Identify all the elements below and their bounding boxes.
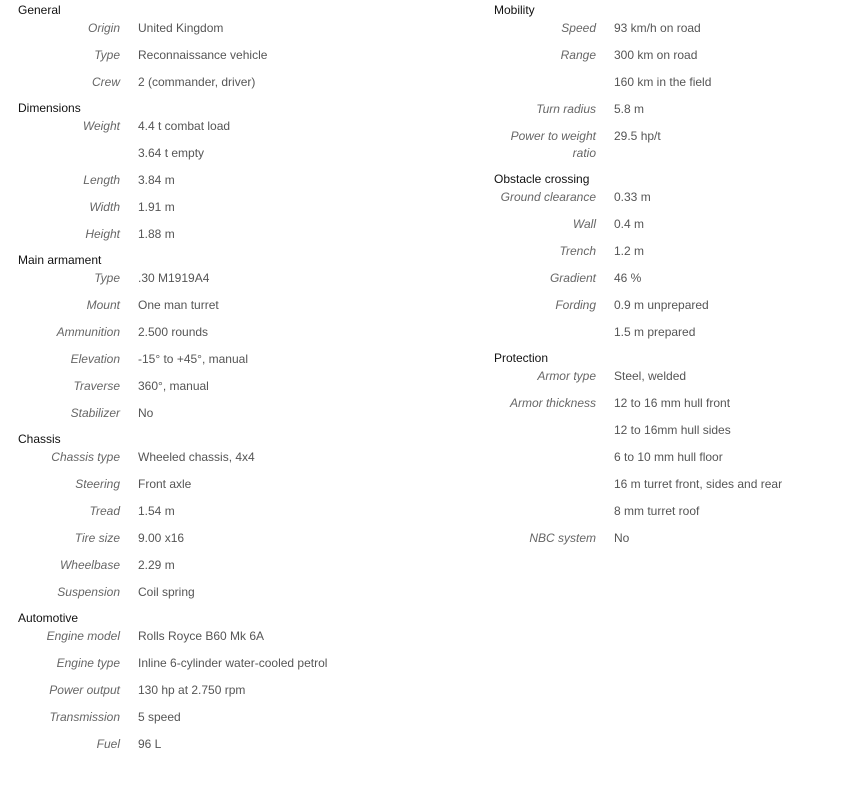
spec-value-armor-thickness-2: 12 to 16mm hull sides	[614, 423, 731, 437]
spec-label-transmission: Transmission	[49, 710, 120, 724]
spec-value-range-1: 300 km on road	[614, 48, 698, 62]
section-title-chassis: Chassis	[18, 432, 61, 446]
spec-label-type: Type	[94, 271, 120, 285]
spec-value-steering: Front axle	[138, 477, 192, 491]
spec-label-engine-type: Engine type	[56, 656, 120, 670]
spec-value-type: .30 M1919A4	[138, 271, 210, 285]
spec-value-armor-thickness-5: 8 mm turret roof	[614, 504, 700, 518]
spec-value-wall: 0.4 m	[614, 217, 645, 231]
spec-value-armor-thickness-4: 16 m turret front, sides and rear	[614, 477, 783, 491]
spec-value-nbc-system: No	[614, 531, 630, 545]
spec-value-power-to-weight-ratio: 29.5 hp/t	[614, 129, 661, 143]
spec-label-tread: Tread	[89, 504, 120, 518]
spec-value-type: Reconnaissance vehicle	[138, 48, 268, 62]
spec-label-armor-type: Armor type	[537, 369, 596, 383]
spec-value-mount: One man turret	[138, 298, 219, 312]
spec-value-elevation: -15° to +45°, manual	[138, 352, 248, 366]
spec-value-suspension: Coil spring	[138, 585, 195, 599]
spec-value-fording-2: 1.5 m prepared	[614, 325, 696, 339]
spec-value-engine-model: Rolls Royce B60 Mk 6A	[138, 629, 265, 643]
spec-label-crew: Crew	[91, 75, 120, 89]
spec-value-speed: 93 km/h on road	[614, 21, 701, 35]
spec-value-traverse: 360°, manual	[138, 379, 209, 393]
spec-value-origin: United Kingdom	[138, 21, 224, 35]
spec-label-type: Type	[94, 48, 120, 62]
spec-value-weight-2: 3.64 t empty	[138, 146, 205, 160]
spec-label-chassis-type: Chassis type	[51, 450, 120, 464]
spec-value-fuel: 96 L	[138, 737, 162, 751]
spec-label-weight: Weight	[82, 119, 120, 133]
spec-value-length: 3.84 m	[138, 173, 175, 187]
spec-value-armor-thickness-3: 6 to 10 mm hull floor	[614, 450, 723, 464]
spec-value-armor-thickness-1: 12 to 16 mm hull front	[614, 396, 731, 410]
section-title-dimensions: Dimensions	[18, 101, 81, 115]
spec-value-crew: 2 (commander, driver)	[138, 75, 256, 89]
spec-value-width: 1.91 m	[138, 200, 175, 214]
spec-label-elevation: Elevation	[70, 352, 120, 366]
spec-value-armor-type: Steel, welded	[614, 369, 687, 383]
spec-value-trench: 1.2 m	[614, 244, 645, 258]
spec-value-range-2: 160 km in the field	[614, 75, 712, 89]
spec-value-chassis-type: Wheeled chassis, 4x4	[138, 450, 255, 464]
spec-label-engine-model: Engine model	[46, 629, 120, 643]
spec-value-tread: 1.54 m	[138, 504, 175, 518]
spec-label-tire-size: Tire size	[74, 531, 120, 545]
spec-label-steering: Steering	[75, 477, 120, 491]
spec-value-engine-type: Inline 6-cylinder water-cooled petrol	[138, 656, 328, 670]
spec-label-turn-radius: Turn radius	[536, 102, 596, 116]
spec-value-transmission: 5 speed	[138, 710, 181, 724]
spec-label-height: Height	[85, 227, 120, 241]
spec-value-height: 1.88 m	[138, 227, 175, 241]
spec-label-range: Range	[560, 48, 596, 62]
spec-label-power-output: Power output	[49, 683, 120, 697]
spec-label-armor-thickness: Armor thickness	[509, 396, 596, 410]
spec-label-origin: Origin	[87, 21, 120, 35]
spec-value-stabilizer: No	[138, 406, 154, 420]
spec-label-ammunition: Ammunition	[56, 325, 120, 339]
spec-value-weight-1: 4.4 t combat load	[138, 119, 231, 133]
section-title-protection: Protection	[494, 351, 549, 365]
section-title-main-armament: Main armament	[18, 253, 102, 267]
section-title-mobility: Mobility	[494, 3, 535, 17]
spec-value-power-output: 130 hp at 2.750 rpm	[138, 683, 246, 697]
spec-label-wall: Wall	[572, 217, 596, 231]
spec-label-nbc-system: NBC system	[529, 531, 596, 545]
spec-label-speed: Speed	[561, 21, 596, 35]
spec-label-suspension: Suspension	[57, 585, 120, 599]
spec-label-traverse: Traverse	[73, 379, 120, 393]
section-title-automotive: Automotive	[18, 611, 79, 625]
spec-value-turn-radius: 5.8 m	[614, 102, 645, 116]
spec-value-gradient: 46 %	[614, 271, 642, 285]
spec-value-tire-size: 9.00 x16	[138, 531, 185, 545]
spec-value-fording-1: 0.9 m unprepared	[614, 298, 709, 312]
spec-label-fuel: Fuel	[96, 737, 120, 751]
spec-label-width: Width	[89, 200, 120, 214]
spec-value-ground-clearance: 0.33 m	[614, 190, 651, 204]
spec-label-trench: Trench	[559, 244, 596, 258]
spec-value-wheelbase: 2.29 m	[138, 558, 175, 572]
spec-label-mount: Mount	[86, 298, 120, 312]
spec-label-power-to-weight-ratio: Power to weight ratio	[510, 129, 596, 160]
spec-label-ground-clearance: Ground clearance	[500, 190, 596, 204]
spec-label-stabilizer: Stabilizer	[70, 406, 120, 420]
spec-value-ammunition: 2.500 rounds	[138, 325, 209, 339]
section-title-obstacle-crossing: Obstacle crossing	[494, 172, 590, 186]
spec-label-length: Length	[83, 173, 120, 187]
section-title-general: General	[18, 3, 61, 17]
spec-label-fording: Fording	[555, 298, 596, 312]
spec-label-wheelbase: Wheelbase	[59, 558, 120, 572]
spec-label-gradient: Gradient	[549, 271, 596, 285]
